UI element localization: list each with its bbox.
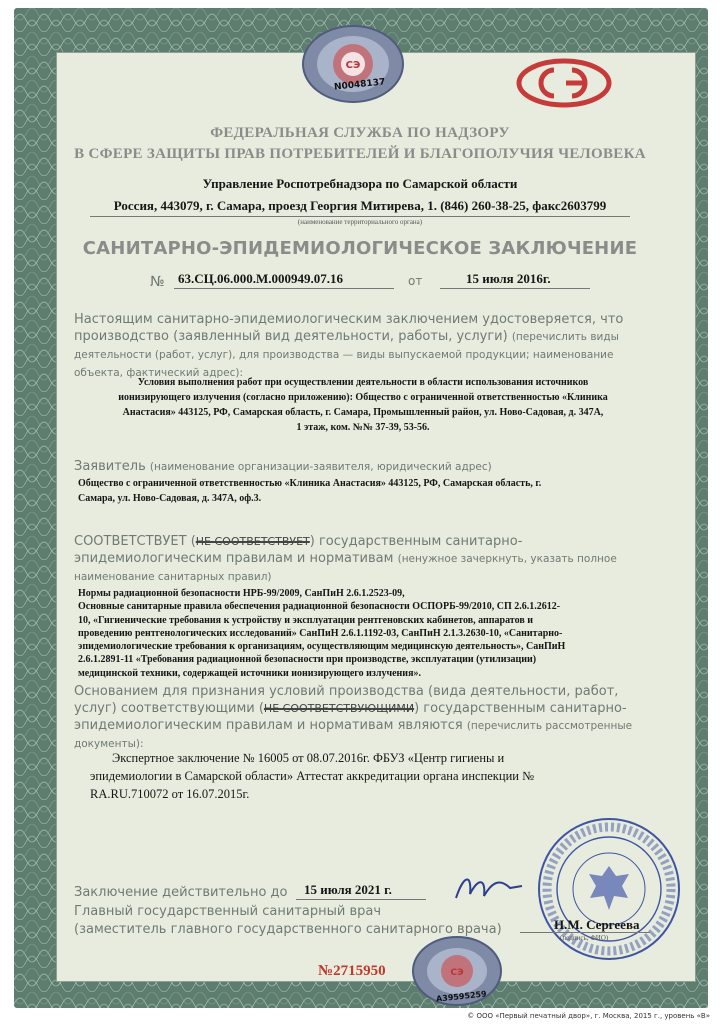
round-seal-icon xyxy=(534,814,684,964)
form-serial-number: №2715950 xyxy=(318,963,386,979)
basis-crossed-out: НЕ СООТВЕТСТВУЮЩИМИ xyxy=(263,702,415,715)
basis-line: эпидемиологии в Самарской области» Аттестат аккредитации органа инспекции № xyxy=(90,769,534,783)
svg-text:СЭ: СЭ xyxy=(450,968,464,978)
compliance-label-rest: ) государственным санитарно-эпидемиологическим правилам и нормативам xyxy=(74,534,523,566)
basis-line: Экспертное заключение № 16005 от 08.07.2016г. ФБУЗ «Центр гигиены и xyxy=(112,751,505,765)
compliance-line: проведению рентгенологических исследований» СанПиН 2.6.1.1192-03, СанПиН 2.1.3.2630-10, «Санитарно- xyxy=(78,627,563,639)
applicant-caption: (наименование организации-заявителя, юридический адрес) xyxy=(149,461,492,473)
certifies-intro-small: (перечислить виды деятельности (работ, услуг), для производства — виды выпускаемой продукции; наименование объекта, фактический адрес): xyxy=(74,331,619,379)
basis-label-line2a: услуг) соответствующими ( xyxy=(74,701,264,716)
compliance-line: медицинской техники, содержащей источники ионизирующего излучения». xyxy=(78,667,421,679)
basis-caption: (перечислить рассмотренные документы): xyxy=(74,720,633,750)
compliance-line: Основные санитарные правила обеспечения радиационной безопасности ОСПОРБ-99/2010, СП 2.6.1.2612- xyxy=(78,601,561,613)
header-org: Управление Роспотребнадзора по Самарской области xyxy=(202,176,518,191)
header-line2: В СФЕРЕ ЗАЩИТЫ ПРАВ ПОТРЕБИТЕЛЕЙ И БЛАГОПОЛУЧИЯ ЧЕЛОВЕКА xyxy=(74,146,646,162)
number-underline xyxy=(174,288,394,289)
applicant-line: Общество с ограниченной ответственностью «Клиника Анастасия» 443125, РФ, Самарская область, г. xyxy=(78,478,542,489)
number-from-label: от xyxy=(408,274,423,288)
number-label: № xyxy=(150,274,165,290)
se-conformity-logo-icon xyxy=(516,58,612,108)
compliance-label: СООТВЕТСТВУЕТ ( xyxy=(74,534,196,549)
basis-heading xyxy=(74,683,662,753)
hologram-bottom-serial: А39595259 xyxy=(435,989,488,1004)
basis-label-line2 xyxy=(74,700,662,717)
certifies-line: ионизирующего излучения (согласно приложению): Общество с ограниченной ответственностью «Клиника xyxy=(118,392,608,403)
certifies-intro-big: Настоящим санитарно-эпидемиологическим заключением удостоверяется, что производство (заявленный вид деятельности, работы, услуги) xyxy=(74,312,624,344)
applicant-label-row xyxy=(74,459,492,474)
compliance-line: 2.6.1.2891-11 «Требования радиационной безопасности при производстве, эксплуатации (утилизации) xyxy=(78,654,537,666)
basis-label-line1: Основанием для признания условий производства (вида деятельности, работ, xyxy=(74,684,619,699)
signature-caption: (подпись, ФИО) xyxy=(560,934,609,942)
printer-footer: © ООО «Первый печатный двор», г. Москва, 2015 г., уровень «В» xyxy=(467,1012,710,1020)
basis-text xyxy=(90,749,664,803)
basis-line: RA.RU.710072 от 16.07.2015г. xyxy=(90,787,250,801)
applicant-text xyxy=(78,476,664,506)
validity-date: 15 июля 2021 г. xyxy=(304,882,392,897)
validity-underline xyxy=(296,899,426,900)
basis-label-line3-text: эпидемиологическим правилам и нормативам являются xyxy=(74,718,463,733)
basis-label-line3 xyxy=(74,717,662,753)
validity-label: Заключение действительно до xyxy=(74,885,288,900)
number-value: 63.СЦ.06.000.М.000949.07.16 xyxy=(178,271,344,286)
header-org-caption: (наименование территориального органа) xyxy=(297,218,423,226)
date-underline xyxy=(440,288,590,289)
compliance-line: эпидемиологические требования к организациям, осуществляющим медицинскую деятельность», СанПиН xyxy=(78,641,566,653)
doctor-underline xyxy=(520,932,650,933)
doctor-name: Н.М. Сергеева xyxy=(554,917,640,932)
svg-text:СЭ: СЭ xyxy=(345,60,361,71)
certifies-line: Условия выполнения работ при осуществлении деятельности в области использования источников xyxy=(137,377,589,388)
compliance-line: 10, «Гигиенические требования к устройству и эксплуатации рентгеновских кабинетов, аппаратов и xyxy=(78,614,533,626)
header-underline xyxy=(90,216,630,217)
compliance-caption: (ненужное зачеркнуть, указать полное наименование санитарных правил) xyxy=(74,553,617,583)
compliance-crossed-out: НЕ СООТВЕТСТВУЕТ xyxy=(195,535,310,548)
document-title: САНИТАРНО-ЭПИДЕМИОЛОГИЧЕСКОЕ ЗАКЛЮЧЕНИЕ xyxy=(82,238,638,259)
certifies-text xyxy=(64,375,662,435)
certifies-intro xyxy=(74,311,662,382)
compliance-line: Нормы радиационной безопасности НРБ-99/2009, СанПиН 2.6.1.2523-09, xyxy=(78,588,405,599)
header-address: Россия, 443079, г. Самара, проезд Георгия Митирева, 1. (846) 260-38-25, факс2603799 xyxy=(113,198,607,213)
number-date: 15 июля 2016г. xyxy=(466,271,551,286)
hologram-top-serial: N0048137 xyxy=(333,77,386,93)
doctor-line1: Главный государственный санитарный врач xyxy=(74,904,382,919)
hologram-top-icon xyxy=(300,24,406,104)
compliance-heading xyxy=(74,533,662,586)
applicant-line: Самара, ул. Ново-Садовая, д. 347А, оф.3. xyxy=(78,493,262,504)
doctor-line2: (заместитель главного государственного санитарного врача) xyxy=(74,922,502,937)
applicant-label: Заявитель xyxy=(74,459,146,474)
compliance-text xyxy=(78,587,664,680)
certifies-line: Анастасия» 443125, РФ, Самарская область, г. Самара, Промышленный район, ул. Ново-Садовая, д. 347А, xyxy=(122,407,604,418)
signature-icon xyxy=(450,868,530,908)
certifies-line: 1 этаж, ком. №№ 37-39, 53-56. xyxy=(296,422,430,433)
basis-label-line2b: ) государственным санитарно- xyxy=(414,701,627,716)
header-line1: ФЕДЕРАЛЬНАЯ СЛУЖБА ПО НАДЗОРУ xyxy=(210,125,510,141)
